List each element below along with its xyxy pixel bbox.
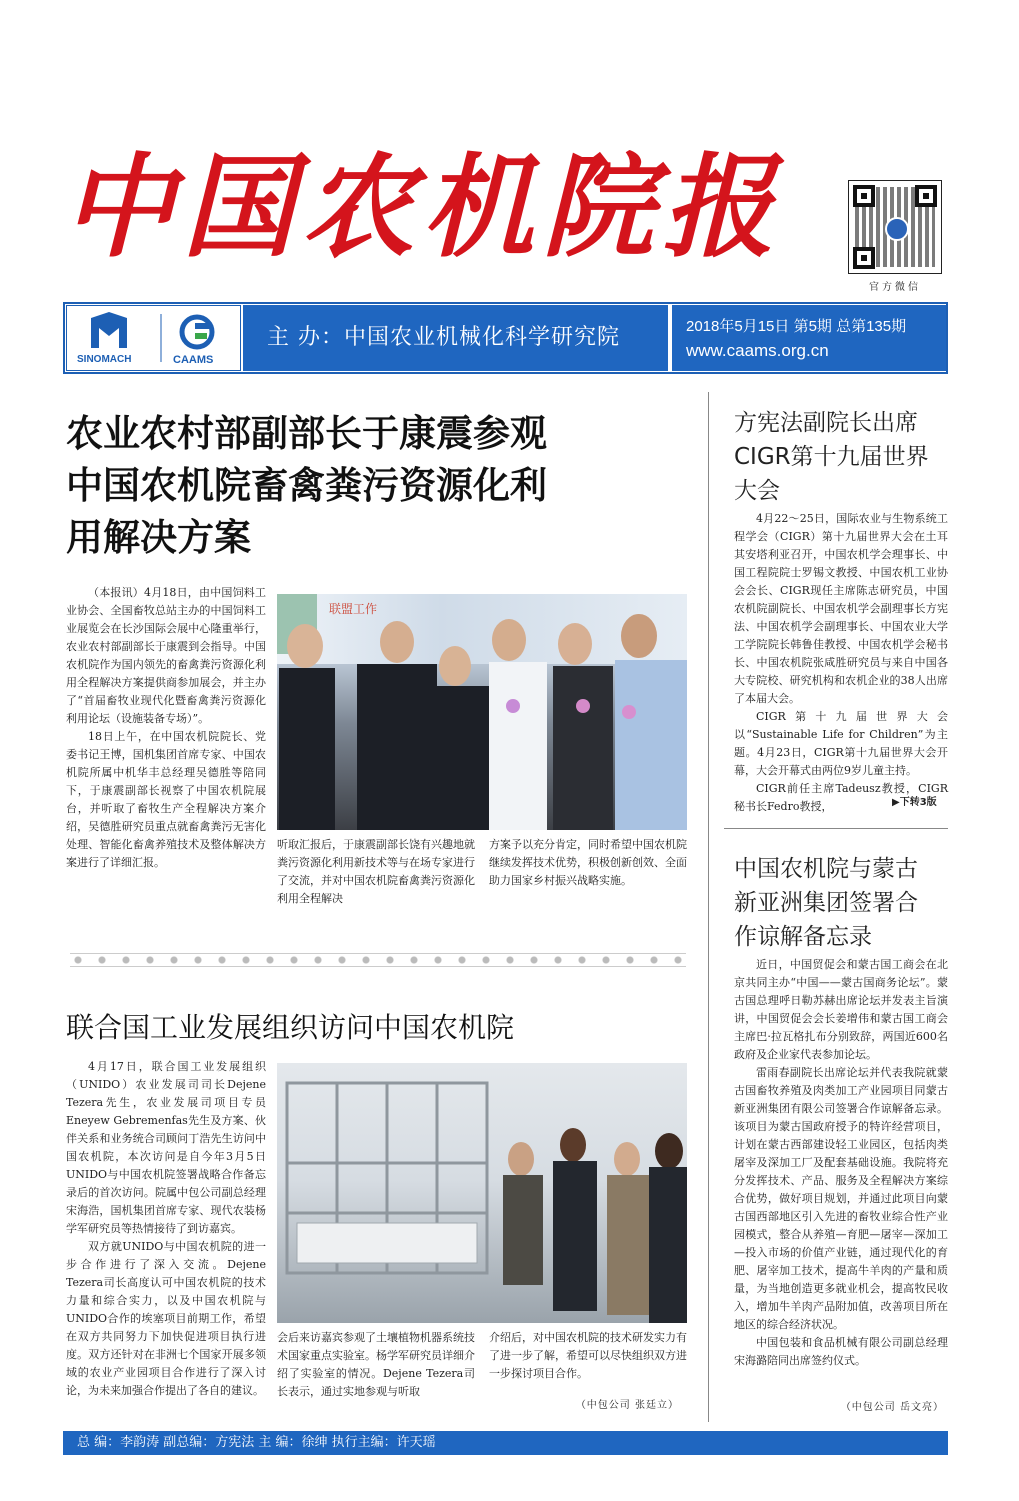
- continued-label: 下转3版: [899, 797, 937, 808]
- mongolia-headline-line: 作谅解备忘录: [734, 924, 872, 950]
- arrow-right-icon: ▶: [892, 797, 900, 808]
- cigr-headline-line: CIGR第十九届世界: [734, 444, 929, 470]
- publisher-logos: [66, 305, 241, 371]
- lead-headline-line: 农业农村部副部长于康震参观: [66, 412, 547, 455]
- paragraph: 雷雨春副院长出席论坛并代表我院就蒙古国畜牧养殖及肉类加工产业园项目同蒙古新亚洲集团有限公司签署合作谅解备忘录。该项目为蒙古国政府授予的特许经营项目，计划在蒙古西部建设轻工业园区，包括肉类屠宰及深加工厂及配套基础设施。我院将充分发挥技术、产品、服务及全程解决方案综合优势，做好项目规划，并通过此项目向蒙古国西部地区引入先进的畜牧业综合性产业园模式，整合从养殖—育肥—屠宰—深加工—投入市场的价值产业链，通过现代化的育肥、屠宰加工技术，提高牛羊肉的产量和质量，为当地创造更多就业机会，提高牧民收入，增加牛羊肉产品附加值，改善项目所在地区的综合经济状况。: [734, 1066, 948, 1331]
- lead-headline: [66, 408, 686, 564]
- lead-headline-line: 中国农机院畜禽粪污资源化利: [66, 464, 547, 507]
- qr-label: 官方微信: [869, 282, 921, 293]
- cigr-headline: [734, 406, 948, 508]
- mongolia-body: [734, 956, 948, 1370]
- paragraph: CIGR前任主席Tadeusz教授，CIGR秘书长Fedro教授，: [734, 782, 948, 813]
- sinomach-label: SINOMACH: [77, 354, 132, 365]
- mongolia-headline: [734, 852, 948, 954]
- paragraph: 18日上午，在中国农机院院长、党委书记王博，国机集团首席专家、中国农机院所属中机华丰总经理吴德胜等陪同下，于康震副部长视察了中国农机院展台，并听取了畜牧生产全程解决方案介绍，吴德胜研究员重点就畜禽粪污无害化处理、智能化畜禽养殖技术及整体解决方案进行了详细汇报。: [66, 730, 266, 869]
- unido-caption-col1: 会后来访嘉宾参观了土壤植物机器系统技术国家重点实验室。杨学军研究员详细介绍了实验室的情况。Dejene Tezera司长表示，通过实地参观与听取: [277, 1331, 475, 1398]
- mongolia-headline-line: 新亚洲集团签署合: [734, 890, 918, 916]
- unido-headline: 联合国工业发展组织访问中国农机院: [66, 1011, 515, 1044]
- host-organization: 主 办：中国农业机械化科学研究院: [243, 305, 668, 371]
- paragraph: 4月22～25日，国际农业与生物系统工程学会（CIGR）第十九届世界大会在土耳其安塔利亚召开，中国农机学会理事长、中国工程院院士罗锡文教授、中国农机工业协会会长、CIGR现任主席陈志研究员，中国农机院副院长、中国农机学会副理事长方宪法、中国农机学会副理事长、中国农业大学工学院院长韩鲁佳教授、中国农机学会秘书长、中国农机院张咸胜研究员与来自中国各大专院校、研究机构和农机企业的38人出席了本届大会。: [734, 512, 948, 705]
- mongolia-credit: （中包公司 岳文亮）: [840, 1402, 944, 1413]
- cigr-headline-line: 方宪法副院长出席: [734, 410, 918, 436]
- section-divider: [724, 828, 948, 829]
- issue-date: 2018年5月15日 第5期 总第135期: [686, 318, 907, 335]
- masthead-title: 中国农机院报: [62, 142, 782, 273]
- lead-headline-line: 用解决方案: [66, 516, 251, 559]
- website-link[interactable]: www.caams.org.cn: [686, 341, 829, 360]
- editorial-staff-bar: 总 编：李韵涛 副总编：方宪法 主 编：徐绅 执行主编：许天瑶: [63, 1431, 948, 1455]
- continued-page-link[interactable]: [892, 793, 937, 808]
- paragraph: （本报讯）4月18日，由中国饲料工业协会、全国畜牧总站主办的中国饲料工业展览会在长沙国际会展中心隆重举行，农业农村部副部长于康震到会指导。中国农机院作为国内领先的畜禽粪污资源化利用全程解决方案提供商参加展会，并主办了“首届畜牧业现代化暨畜禽粪污资源化利用论坛（设施装备专场）”。: [66, 586, 266, 725]
- paragraph: 双方就UNIDO与中国农机院的进一步合作进行了深入交流。Dejene Tezera司长高度认可中国农机院的技术力量和综合实力，以及中国农机院与UNIDO合作的埃塞项目前期工作，希望在双方共同努力下加快促进项目执行进度。双方还针对在非洲七个国家开展多领域的农业产业园项目合作进行了深入讨论，为未来加强合作提出了各自的建议。: [66, 1240, 266, 1397]
- paragraph: 中国包装和食品机械有限公司副总经理宋海潞陪同出席签约仪式。: [734, 1336, 948, 1367]
- cigr-body: [734, 510, 948, 816]
- paragraph: CIGR第十九届世界大会以“Sustainable Life for Children”为主题。4月23日，CIGR第十九届世界大会开幕，大会开幕式由两位9岁儿童主持。: [734, 710, 948, 777]
- unido-body: [66, 1058, 266, 1400]
- unido-photo: [277, 1063, 687, 1323]
- people-illustration: [277, 594, 687, 830]
- paragraph: 4月17日，联合国工业发展组织（UNIDO）农业发展司司长Dejene Tezera先生，农业发展司项目专员Eneyew Gebremenfas先生及方案、伙伴关系和业务统合司顾问丁浩先生访问中国农机院，本次访问是自今年3月5日UNIDO与中国农机院签署战略合作备忘录后的首次访问。院属中包公司副总经理宋海浩，国机集团首席专家、现代农装杨学军研究员等热情接待了到访嘉宾。: [66, 1060, 266, 1235]
- issue-info: [672, 305, 946, 371]
- photo-sign: 联盟工作: [329, 602, 378, 616]
- lead-caption-col1: 听取汇报后，于康震副部长饶有兴趣地就粪污资源化利用新技术等与在场专家进行了交流，并对中国农机院畜禽粪污资源化利用全程解决: [277, 838, 475, 905]
- qr-code-icon[interactable]: [848, 180, 942, 274]
- unido-caption-col2: 介绍后，对中国农机院的技术研发实力有了进一步了解，希望可以尽快组织双方进一步探讨项目合作。: [489, 1331, 687, 1380]
- paragraph: 近日，中国贸促会和蒙古国工商会在北京共同主办“中国——蒙古国商务论坛”。蒙古国总理呼日勒苏赫出席论坛并发表主旨演讲，中国贸促会会长姜增伟和蒙古国工商会主席巴·拉瓦格扎布分别致辞，两国近600名政府及企业家代表参加论坛。: [734, 958, 948, 1061]
- unido-credit: （中包公司 张廷立）: [575, 1400, 679, 1411]
- ornament-divider: [70, 948, 686, 972]
- caams-label: CAAMS: [173, 354, 214, 366]
- lead-caption-col2: 方案予以充分肯定，同时希望中国农机院继续发挥技术优势，积极创新创效、全面助力国家乡村振兴战略实施。: [489, 838, 687, 887]
- lead-photo: [277, 594, 687, 830]
- lab-illustration: [277, 1063, 687, 1323]
- lead-body: [66, 584, 266, 872]
- cigr-headline-line: 大会: [734, 478, 780, 504]
- column-divider: [708, 392, 709, 1422]
- mongolia-headline-line: 中国农机院与蒙古: [734, 856, 918, 882]
